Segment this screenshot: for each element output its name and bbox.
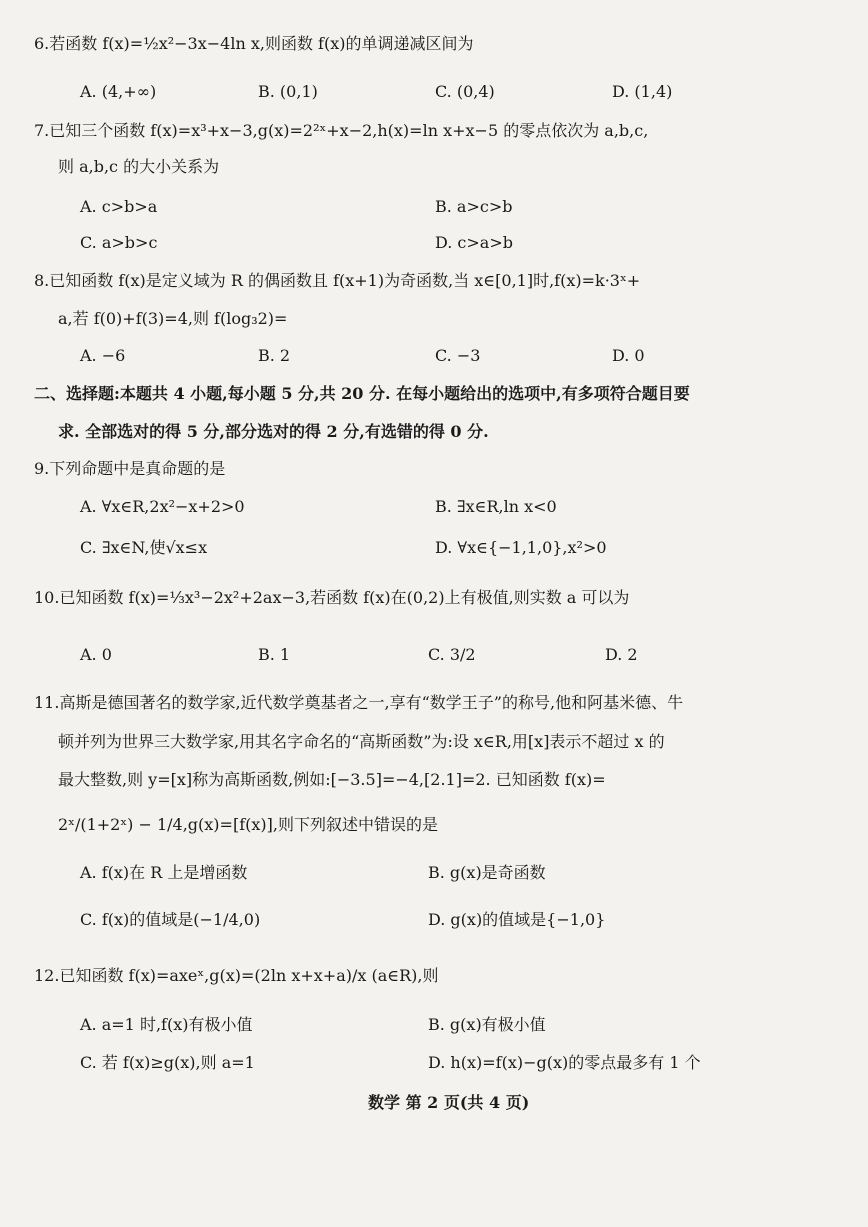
q9-option-c: C. ∃x∈N,使√x≤x [80, 538, 208, 557]
section2-heading-line2: 求. 全部选对的得 5 分,部分选对的得 2 分,有选错的得 0 分. [58, 422, 489, 441]
q11-option-b: B. g(x)是奇函数 [428, 863, 546, 882]
q10-option-a: A. 0 [80, 645, 112, 664]
q11-option-c: C. f(x)的值域是(−1/4,0) [80, 910, 261, 929]
q11-option-a: A. f(x)在 R 上是增函数 [80, 863, 248, 882]
q8-option-a: A. −6 [80, 346, 126, 365]
q9-stem: 9.下列命题中是真命题的是 [34, 459, 226, 478]
q12-option-a: A. a=1 时,f(x)有极小值 [80, 1015, 253, 1034]
q9-option-d: D. ∀x∈{−1,1,0},x²>0 [435, 538, 607, 557]
q7-option-d: D. c>a>b [435, 233, 513, 252]
q6-option-c: C. (0,4) [435, 82, 495, 101]
q10-stem: 10.已知函数 f(x)=⅓x³−2x²+2ax−3,若函数 f(x)在(0,2)上有极值,则实数 a 可以为 [34, 588, 630, 607]
section2-heading-line1: 二、选择题:本题共 4 小题,每小题 5 分,共 20 分. 在每小题给出的选项中,有多项符合题目要 [34, 384, 690, 403]
q10-option-c: C. 3/2 [428, 645, 476, 664]
q10-option-d: D. 2 [605, 645, 638, 664]
q6-option-b: B. (0,1) [258, 82, 318, 101]
q7-stem-line1: 7.已知三个函数 f(x)=x³+x−3,g(x)=2²ˣ+x−2,h(x)=ln x+x−5 的零点依次为 a,b,c, [34, 121, 649, 140]
q11-option-d: D. g(x)的值域是{−1,0} [428, 910, 606, 929]
q8-stem-line2: a,若 f(0)+f(3)=4,则 f(log₃2)= [58, 309, 288, 328]
page-footer: 数学 第 2 页(共 4 页) [368, 1093, 530, 1112]
q9-option-a: A. ∀x∈R,2x²−x+2>0 [80, 497, 245, 516]
q8-option-b: B. 2 [258, 346, 291, 365]
q6-option-d: D. (1,4) [612, 82, 673, 101]
q7-stem-line2: 则 a,b,c 的大小关系为 [58, 157, 220, 176]
q12-option-b: B. g(x)有极小值 [428, 1015, 546, 1034]
q9-option-b: B. ∃x∈R,ln x<0 [435, 497, 557, 516]
q8-option-c: C. −3 [435, 346, 481, 365]
q6-stem: 6.若函数 f(x)=½x²−3x−4ln x,则函数 f(x)的单调递减区间为 [34, 34, 474, 53]
q12-stem: 12.已知函数 f(x)=axeˣ,g(x)=(2ln x+x+a)/x (a∈R),则 [34, 966, 439, 985]
q7-option-b: B. a>c>b [435, 197, 513, 216]
q8-stem-line1: 8.已知函数 f(x)是定义域为 R 的偶函数且 f(x+1)为奇函数,当 x∈[0,1]时,f(x)=k·3ˣ+ [34, 271, 641, 290]
q12-option-d: D. h(x)=f(x)−g(x)的零点最多有 1 个 [428, 1053, 701, 1072]
q6-option-a: A. (4,+∞) [80, 82, 157, 101]
q11-stem-line2: 顿并列为世界三大数学家,用其名字命名的“高斯函数”为:设 x∈R,用[x]表示不超过 x 的 [58, 732, 665, 751]
q12-option-c: C. 若 f(x)≥g(x),则 a=1 [80, 1053, 255, 1072]
q11-stem-line1: 11.高斯是德国著名的数学家,近代数学奠基者之一,享有“数学王子”的称号,他和阿基米德、牛 [34, 693, 684, 712]
q10-option-b: B. 1 [258, 645, 291, 664]
q11-stem-line4: 2ˣ/(1+2ˣ) − 1/4,g(x)=[f(x)],则下列叙述中错误的是 [58, 815, 438, 834]
q7-option-a: A. c>b>a [80, 197, 158, 216]
q8-option-d: D. 0 [612, 346, 645, 365]
q7-option-c: C. a>b>c [80, 233, 158, 252]
q11-stem-line3: 最大整数,则 y=[x]称为高斯函数,例如:[−3.5]=−4,[2.1]=2. 已知函数 f(x)= [58, 770, 606, 789]
